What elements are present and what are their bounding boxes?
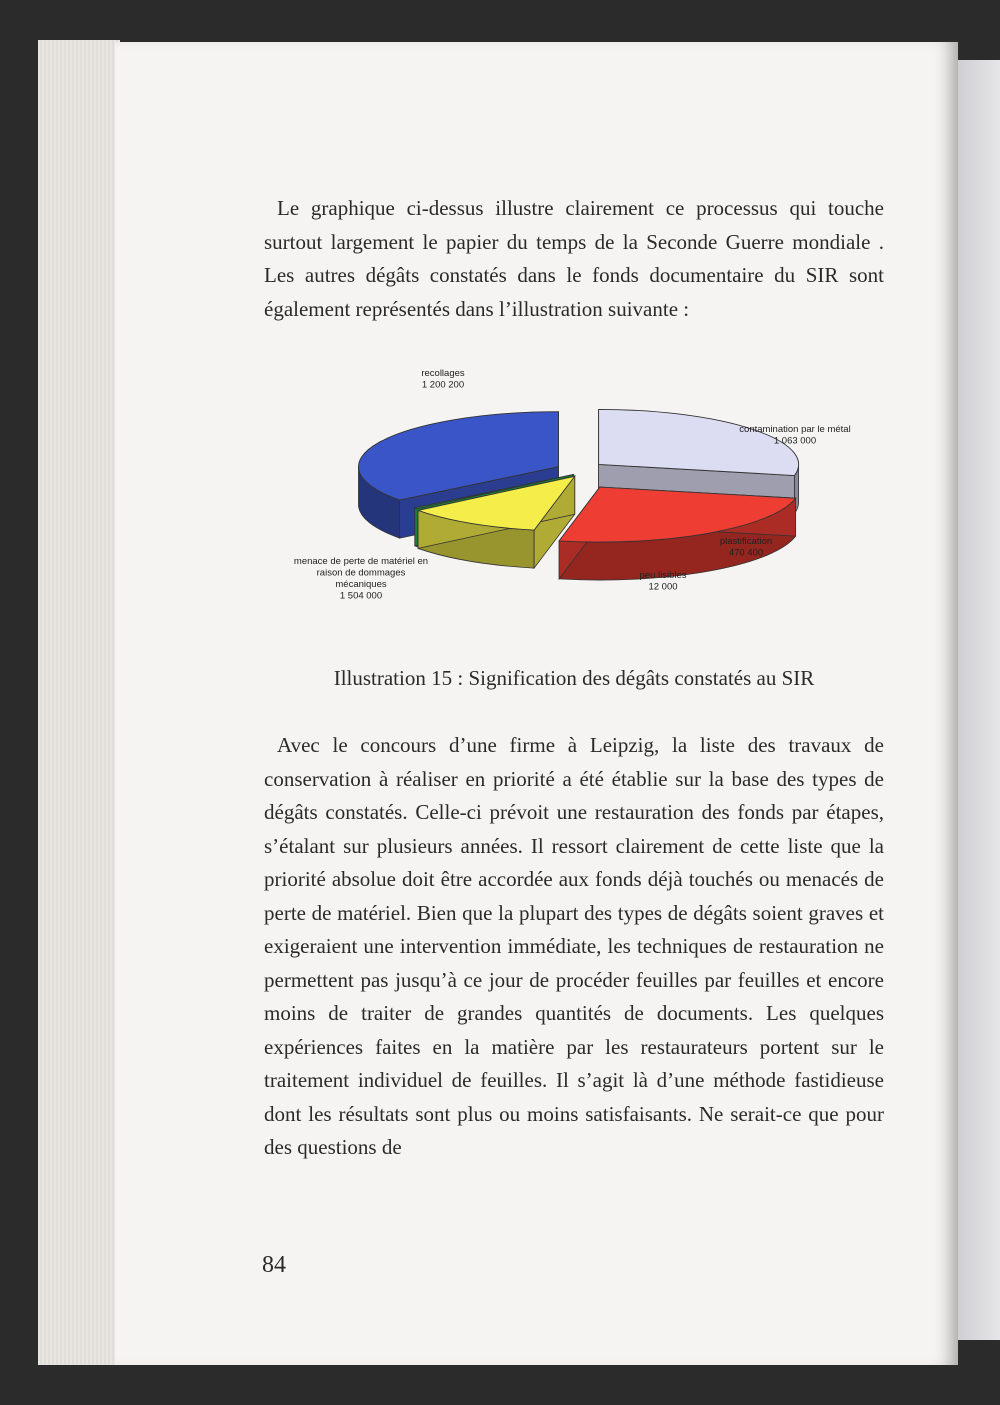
damage-pie-chart — [260, 360, 900, 620]
book-page-edges — [38, 40, 120, 1365]
pie-label-recollages — [421, 368, 465, 391]
pie-label-menace-perte — [294, 556, 428, 602]
pie-value-text: 1 063 000 — [773, 435, 817, 447]
paragraph-body — [264, 729, 884, 1165]
figure-caption: Illustration 15 : Signification des dégâts constatés au SIR — [333, 666, 815, 690]
pie-label-text: menace de perte de matériel en — [293, 556, 429, 567]
pie-label-text: contamination par le métal — [739, 424, 851, 435]
pie-label-text: raison de dommages — [316, 567, 406, 579]
pie-slice-top — [599, 409, 799, 475]
pie-label-text: recollages — [421, 368, 465, 379]
pie-value-text: 12 000 — [648, 581, 678, 593]
next-page-edge — [958, 60, 1000, 1340]
pie-label-text: mécaniques — [335, 579, 387, 590]
pie-value-text: 1 504 000 — [339, 590, 383, 602]
pie-label-text: peu lisibles — [639, 570, 687, 581]
pie-label-text: plastification — [719, 536, 773, 547]
pie-label-peu-lisibles — [640, 570, 687, 593]
paragraph-intro — [264, 192, 884, 326]
paragraph-body-text: Avec le concours d’une firme à Leipzig, la liste des travaux de conservation à réaliser en priorité a été établie sur la base des types de dégâts constatés. Celle-ci prévoit une restauration des fonds par étapes, s’étalant sur plusieurs années. Il ressort clairement de cette liste que la priorité absolue doit être accordée aux fonds déjà touchés ou menacés de perte de matériel. Bien que la plupart des types de dégâts soient graves et exigeraient une intervention immédiate, les techniques de restauration ne permettent pas jusqu’à ce jour de procéder feuilles par feuilles et encore moins de traiter de grandes quantités de documents. Les quelques expériences faites en la matière par les restaurateurs portent sur le traitement individuel de feuilles. Il s’agit là d’une méthode fastidieuse dont les résultats sont plus ou moins satisfaisants. Ne serait-ce que pour des questions de — [264, 733, 884, 1159]
pie-value-text: 1 200 200 — [421, 379, 465, 391]
page-number: 84 — [262, 1252, 286, 1278]
pie-value-text: 470 400 — [728, 547, 764, 559]
pie-slice-contamination — [559, 487, 796, 580]
paragraph-intro-text: Le graphique ci-dessus illustre clairement ce processus qui touche surtout largement le papier du temps de la Seconde Guerre mondiale . Les autres dégâts constatés dans le fonds documentaire du SIR sont également représentés dans l’illustration suivante : — [264, 196, 884, 321]
